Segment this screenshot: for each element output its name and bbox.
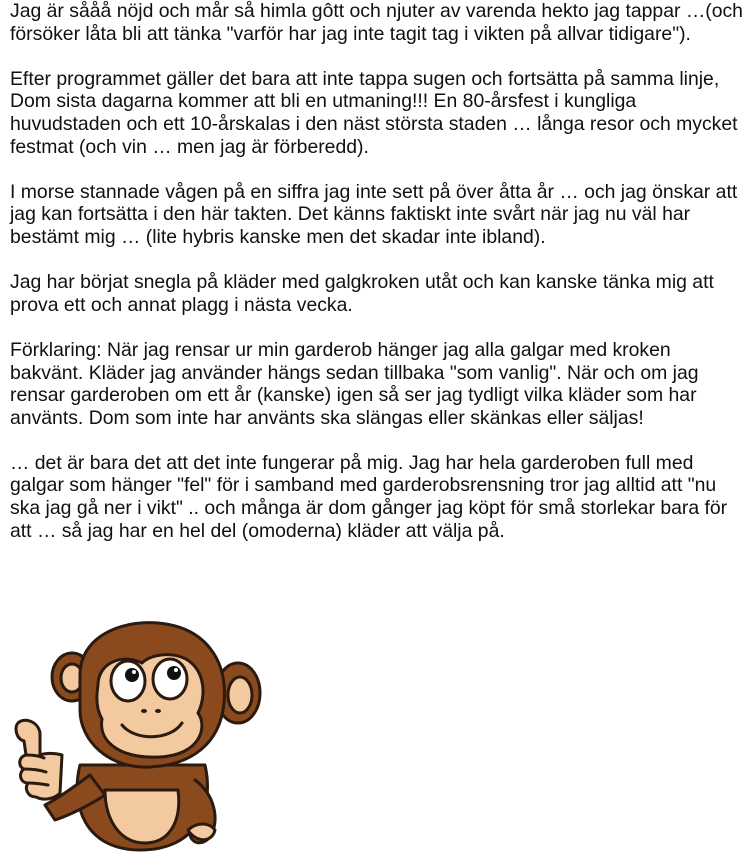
paragraph-2: Efter programmet gäller det bara att inte tappa sugen och fortsätta på samma linje, Dom sista dagarna kommer att bli en utmaning!!! En 80-årsfest i kungliga huvudstaden och ett 10-årskalas i den näst största staden … långa resor och mycket festmat (och vin … men jag är förberedd). <box>10 67 738 158</box>
paragraph-1: Jag är sååå nöjd och mår så himla gôtt och njuter av varenda hekto jag tappar …(och försöker låta bli att tänka "varför har jag inte tagit tag i vikten på allvar tidigare"). <box>10 0 743 45</box>
paragraph-4: Jag har börjat snegla på kläder med galgkroken utåt och kan kanske tänka mig att prova ett och annat plagg i nästa vecka. <box>10 271 714 316</box>
blog-post-body <box>10 0 745 565</box>
paragraph-5: Förklaring: När jag rensar ur min garderob hänger jag alla galgar med kroken bakvänt. Kläder jag använder hängs sedan tillbaka "som vanlig". När och om jag rensar garderoben om ett år (kanske) igen så ser jag tydligt vilka kläder som har använts. Dom som inte har använts ska slängas eller skänkas eller säljas! <box>10 338 699 429</box>
monkey-thumbs-up-icon <box>10 615 270 855</box>
paragraph-6: … det är bara det att det inte fungerar på mig. Jag har hela garderoben full med galgar som hänger "fel" för i samband med garderobsrensning tror jag alltid att "nu ska jag gå ner i vikt" .. och många är dom gånger jag köpt för små storlekar bara för att … så jag har en hel del (omoderna) kläder att välja på. <box>10 451 728 542</box>
paragraph-3: I morse stannade vågen på en siffra jag inte sett på över åtta år … och jag önskar att jag kan fortsätta i den här takten. Det känns faktiskt inte svårt när jag nu väl har bestämt mig … (lite hybris kanske men det skadar inte ibland). <box>10 180 738 248</box>
